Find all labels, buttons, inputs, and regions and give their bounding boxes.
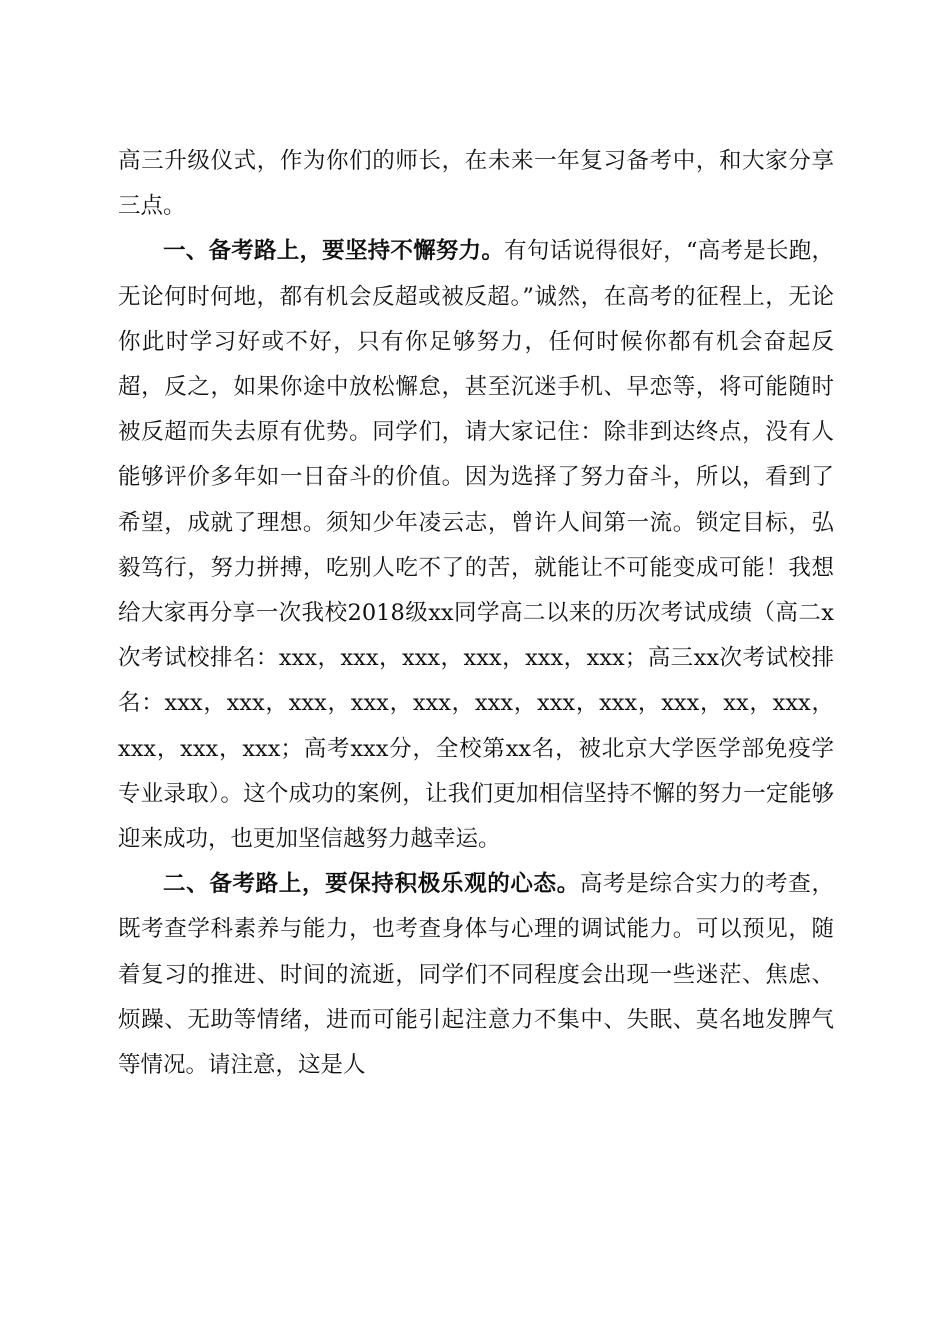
paragraph-point-two (118, 862, 834, 1088)
paragraph-point-one (118, 229, 834, 862)
paragraph-intro (118, 139, 834, 229)
point-one-text: 有句话说得很好，“高考是长跑，无论何时何地，都有机会反超或被反超。”诚然，在高考的征程上，无论你此时学习好或不好，只有你足够努力，任何时候你都有机会奋起反超，反之，如果你途中放松懈怠，甚至沉迷手机、早恋等，将可能随时被反超而失去原有优势。同学们，请大家记住：除非到达终点，没有人能够评价多年如一日奋斗的价值。因为选择了努力奋斗，所以，看到了希望，成就了理想。须知少年凌云志，曾许人间第一流。锁定目标，弘毅笃行，努力拼搏，吃别人吃不了的苦，就能让不可能变成可能！我想给大家再分享一次我校2018级xx同学高二以来的历次考试成绩（高二x次考试校排名：xxx，xxx，xxx，xxx，xxx，xxx；高三xx次考试校排名：xxx，xxx，xxx，xxx，xxx，xxx，xxx，xxx，xxx，xx，xxx，xxx，xxx，xxx；高考xxx分，全校第xx名，被北京大学医学部免疫学专业录取）。这个成功的案例，让我们更加相信坚持不懈的努力一定能够迎来成功，也更加坚信越努力越幸运。 (118, 238, 834, 853)
point-two-text: 高考是综合实力的考查，既考查学科素养与能力，也考查身体与心理的调试能力。可以预见，随着复习的推进、时间的流逝，同学们不同程度会出现一些迷茫、焦虑、烦躁、无助等情绪，进而可能引起注意力不集中、失眠、莫名地发脾气等情况。请注意，这是人 (118, 871, 834, 1079)
point-one-heading: 一、备考路上，要坚持不懈努力。 (163, 238, 505, 265)
document-body (118, 139, 834, 1088)
point-two-heading: 二、备考路上，要保持积极乐观的心态。 (163, 871, 580, 898)
paragraph-intro-text: 高三升级仪式，作为你们的师长，在未来一年复习备考中，和大家分享三点。 (118, 148, 834, 220)
